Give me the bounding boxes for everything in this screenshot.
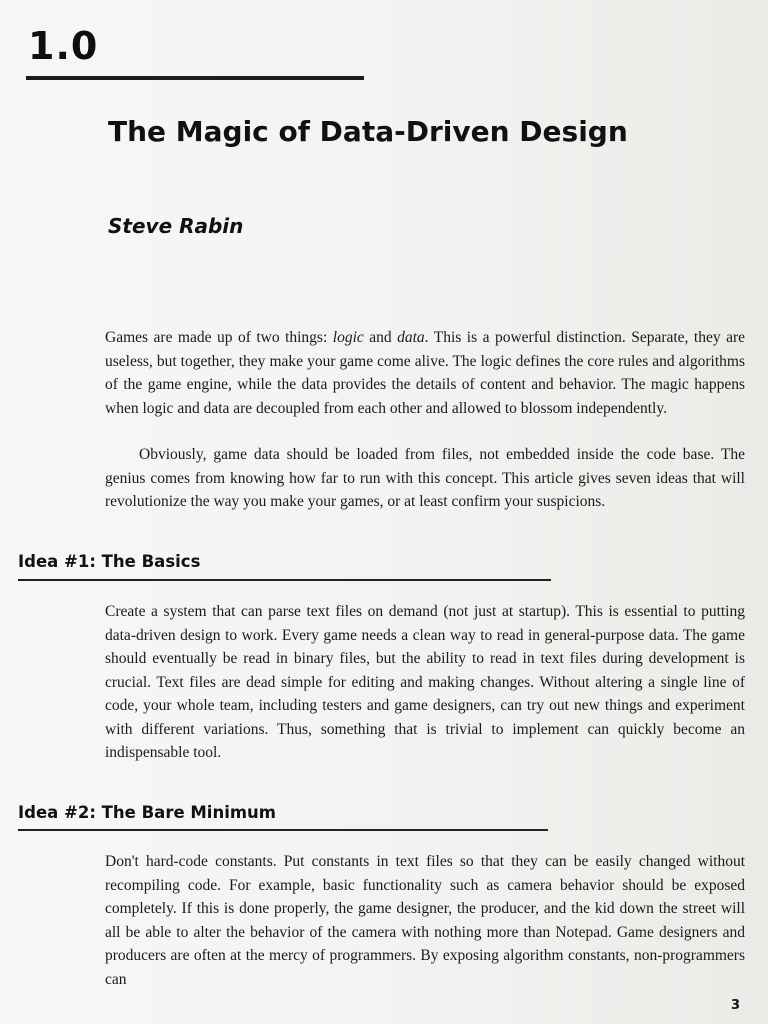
page-number: 3	[730, 998, 740, 1013]
section-rule-idea-1	[18, 579, 551, 581]
section-heading-idea-2: Idea #2: The Bare Minimum	[18, 803, 276, 822]
intro-paragraph-1: Games are made up of two things: logic and data. This is a powerful distinction. Separate, they are useless, but together, they make your game come alive. The logic defines the core rules and algorithms of the game engine, while the data provides the details of content and behavior. The magic happens when logic and data are decoupled from each other and allowed to blossom independently.	[105, 329, 745, 417]
chapter-title: The Magic of Data-Driven Design	[108, 115, 628, 148]
section-body-idea-1: Create a system that can parse text files on demand (not just at startup). This is essential to putting data-driven design to work. Every game needs a clean way to read in general-purpose data. The game should eventually be read in binary files, but the ability to read in text files during development is crucial. Text files are dead simple for editing and making changes. Without altering a single line of code, your whole team, including testers and game designers, can try out new things and experiment with different variations. Thus, something that is trivial to implement can quickly become an indispensable tool.	[105, 603, 745, 761]
section-rule-idea-2	[18, 829, 548, 831]
chapter-rule	[26, 76, 364, 80]
chapter-author: Steve Rabin	[108, 214, 244, 238]
emphasis-data: data	[397, 329, 425, 346]
emphasis-logic: logic	[332, 329, 364, 346]
section-body-idea-2: Don't hard-code constants. Put constants in text files so that they can be easily changed without recompiling code. For example, basic functionality such as camera behavior should be exposed completely. If this is done properly, the game designer, the producer, and the kid down the street will all be able to alter the behavior of the camera with nothing more than Notepad. Game designers and producers are often at the mercy of programmers. By exposing algorithm constants, non-programmers can	[105, 853, 745, 988]
intro-paragraph-2: Obviously, game data should be loaded from files, not embedded inside the code base. The genius comes from knowing how far to run with this concept. This article gives seven ideas that will revolutionize the way you make your games, or at least confirm your suspicions.	[105, 446, 745, 510]
section-heading-idea-1: Idea #1: The Basics	[18, 552, 201, 571]
chapter-number: 1.0	[28, 24, 99, 68]
